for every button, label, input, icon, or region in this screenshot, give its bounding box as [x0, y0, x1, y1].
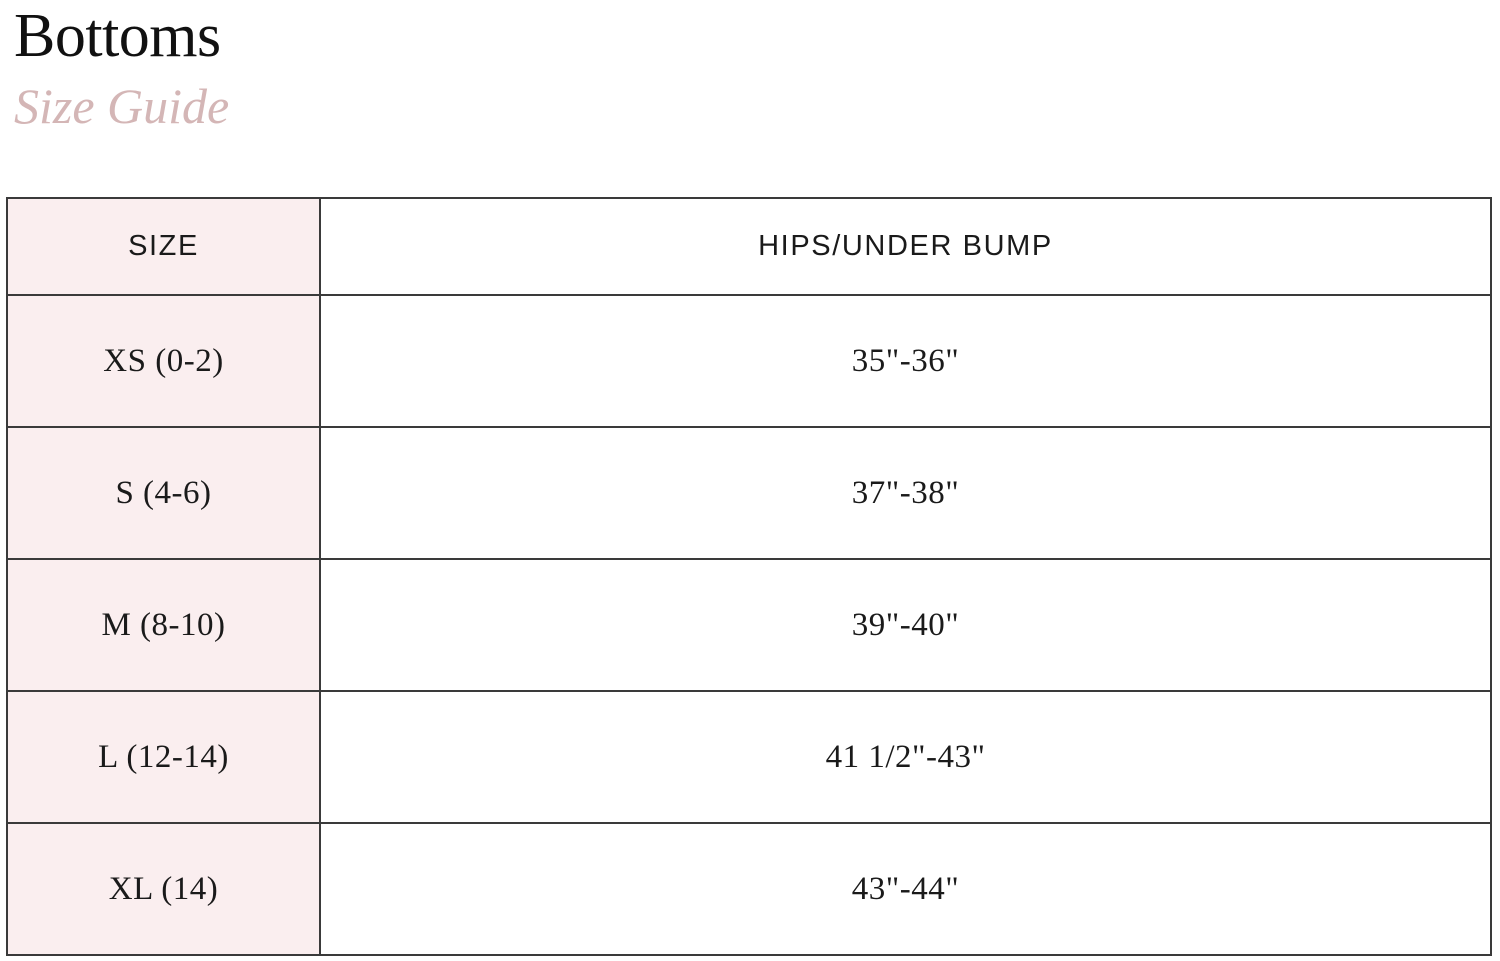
table-header-row: [7, 198, 1491, 295]
cell-hips: 43"-44": [320, 823, 1491, 955]
page-title: Bottoms: [14, 2, 221, 70]
table-row: [7, 823, 1491, 955]
column-header-hips: HIPS/UNDER BUMP: [320, 198, 1491, 295]
cell-hips: 37"-38": [320, 427, 1491, 559]
cell-size: XL (14): [7, 823, 320, 955]
column-header-size: SIZE: [7, 198, 320, 295]
table-row: [7, 295, 1491, 427]
cell-size: S (4-6): [7, 427, 320, 559]
size-chart-table: [6, 197, 1492, 956]
cell-hips: 39"-40": [320, 559, 1491, 691]
cell-size: M (8-10): [7, 559, 320, 691]
title-block: [0, 0, 1500, 134]
cell-hips: 41 1/2"-43": [320, 691, 1491, 823]
cell-size: L (12-14): [7, 691, 320, 823]
table-row: [7, 559, 1491, 691]
table-row: [7, 427, 1491, 559]
cell-hips: 35"-36": [320, 295, 1491, 427]
table-row: [7, 691, 1491, 823]
cell-size: XS (0-2): [7, 295, 320, 427]
page-subtitle: Size Guide: [14, 78, 230, 135]
